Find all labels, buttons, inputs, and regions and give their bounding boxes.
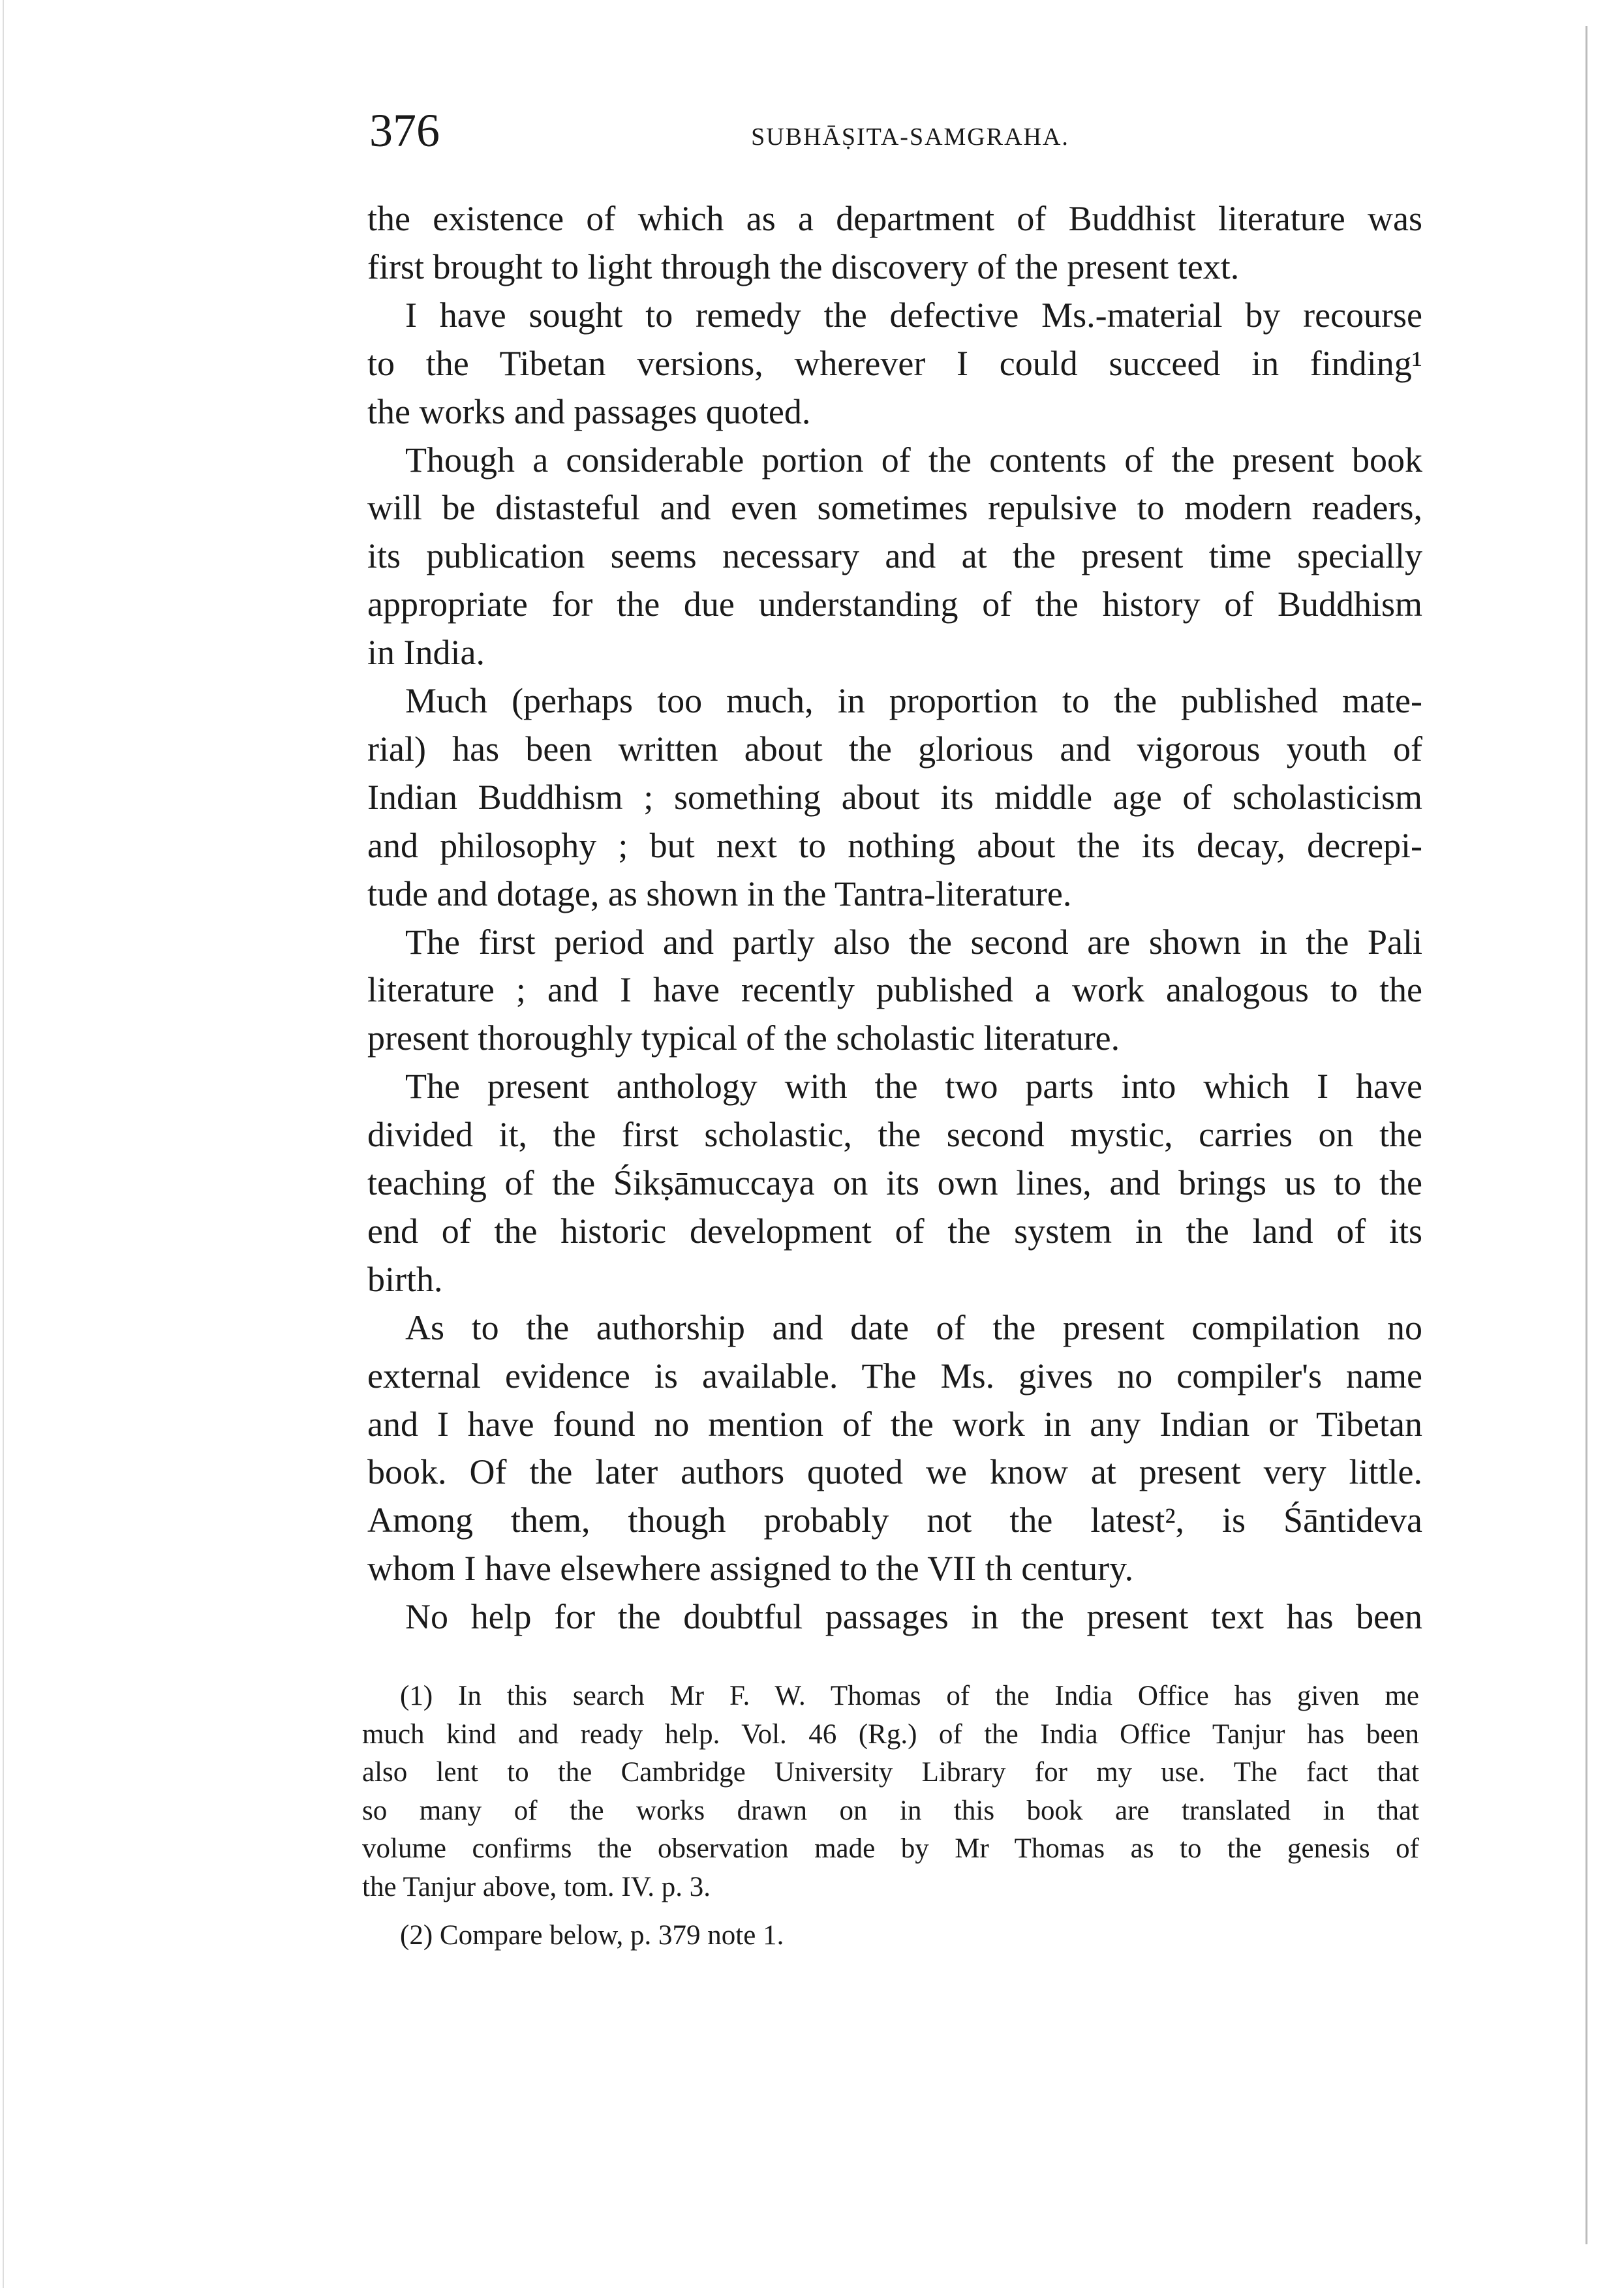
body-line: divided it, the first scholastic, the second mystic, carries on the: [367, 1115, 1422, 1155]
body-line: appropriate for the due understanding of the history of Buddhism: [367, 585, 1422, 624]
body-line: Much (perhaps too much, in proportion to the published mate-: [405, 681, 1422, 720]
body-line: book. Of the later authors quoted we know at present very little.: [367, 1452, 1422, 1492]
body-line: present thoroughly typical of the scholastic literature.: [367, 1018, 1120, 1058]
body-line: literature ; and I have recently published a work analogous to the: [367, 970, 1422, 1010]
footnote-line: also lent to the Cambridge University Library for my use. The fact that: [362, 1757, 1419, 1788]
body-line: and philosophy ; but next to nothing about the its decay, decrepi-: [367, 825, 1422, 865]
body-line: its publication seems necessary and at the present time specially: [367, 536, 1422, 576]
body-line: whom I have elsewhere assigned to the VII th century.: [367, 1549, 1134, 1589]
body-line: Indian Buddhism ; something about its middle age of scholasticism: [367, 777, 1422, 817]
scan-edge-left: [3, 0, 4, 2288]
body-line: external evidence is available. The Ms. gives no compiler's name: [367, 1356, 1422, 1396]
body-line: tude and dotage, as shown in the Tantra-literature.: [367, 874, 1072, 913]
running-title: SUBHĀṢITA-SAMGRAHA.: [751, 123, 1069, 151]
page-number: 376: [369, 104, 440, 157]
body-line: will be distasteful and even sometimes repulsive to modern readers,: [367, 488, 1422, 528]
body-line: As to the authorship and date of the present compilation no: [405, 1307, 1422, 1347]
footnote-line: (1) In this search Mr F. W. Thomas of the India Office has given me: [400, 1681, 1419, 1711]
body-line: The first period and partly also the second are shown in the Pali: [405, 922, 1422, 962]
footnote-line: so many of the works drawn on in this book are translated in that: [362, 1795, 1419, 1826]
body-line: to the Tibetan versions, wherever I could succeed in finding¹: [367, 343, 1422, 383]
footnote-line: volume confirms the observation made by Mr Thomas as to the genesis of: [362, 1833, 1419, 1865]
body-line: teaching of the Śikṣāmuccaya on its own lines, and brings us to the: [367, 1163, 1422, 1202]
body-line: the works and passages quoted.: [367, 391, 811, 431]
scan-edge-right: [1586, 26, 1587, 2244]
body-line: I have sought to remedy the defective Ms.-material by recourse: [405, 295, 1422, 335]
footnote-line: much kind and ready help. Vol. 46 (Rg.) of the India Office Tanjur has been: [362, 1718, 1419, 1750]
body-line: birth.: [367, 1259, 443, 1299]
footnote-line: the Tanjur above, tom. IV. p. 3.: [362, 1872, 711, 1902]
body-line: and I have found no mention of the work in any Indian or Tibetan: [367, 1404, 1422, 1444]
body-line: first brought to light through the discovery of the present text.: [367, 247, 1240, 286]
body-line: Among them, though probably not the latest², is Śāntideva: [367, 1501, 1422, 1540]
footnote-line: (2) Compare below, p. 379 note 1.: [400, 1919, 784, 1951]
body-line: end of the historic development of the system in the land of its: [367, 1211, 1422, 1251]
body-line: The present anthology with the two parts into which I have: [405, 1067, 1422, 1106]
body-line: rial) has been written about the glorious and vigorous youth of: [367, 729, 1422, 769]
body-line: in India.: [367, 633, 485, 673]
body-line: No help for the doubtful passages in the present text has been: [405, 1597, 1422, 1637]
body-line: the existence of which as a department of Buddhist literature was: [367, 199, 1422, 238]
body-line: Though a considerable portion of the contents of the present book: [405, 440, 1422, 480]
